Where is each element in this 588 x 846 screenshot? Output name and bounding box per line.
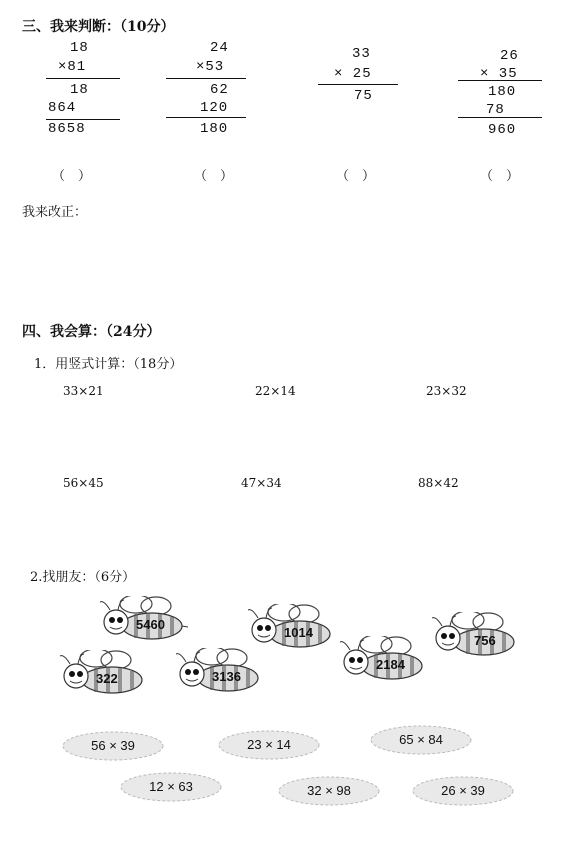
bee-value: 3136 — [212, 669, 241, 684]
expr-47x34: 47×34 — [241, 476, 282, 490]
multiplier: × 35 — [480, 66, 518, 82]
answer-paren[interactable]: （ ） — [52, 169, 92, 184]
rule-line — [318, 84, 398, 85]
rule-line — [166, 117, 246, 118]
part2-title: 2.找朋友：（6分） — [30, 570, 136, 585]
rule-line — [46, 119, 120, 120]
part1-title: 1．用竖式计算：（18分） — [34, 357, 183, 372]
bee-value: 1014 — [284, 625, 313, 640]
flower-expression: 23 × 14 — [247, 737, 291, 752]
flower-expression: 32 × 98 — [307, 783, 351, 798]
result: 960 — [488, 122, 517, 138]
partial-product-1: 62 — [210, 82, 229, 98]
partial-product-1: 18 — [70, 82, 89, 98]
multiplicand: 18 — [70, 40, 89, 56]
expr-56x45: 56×45 — [63, 476, 104, 490]
expr-33x21: 33×21 — [63, 384, 104, 398]
flower-expression: 56 × 39 — [91, 738, 135, 753]
partial-product-2: 120 — [200, 100, 229, 116]
flower-card[interactable] — [408, 773, 518, 809]
section4-title: 四、我会算：（24分） — [22, 324, 161, 340]
expr-22x14: 22×14 — [255, 384, 296, 398]
flower-card[interactable] — [274, 773, 384, 809]
partial-product-1: 180 — [488, 84, 517, 100]
multiplicand: 26 — [500, 48, 519, 64]
rule-line — [46, 78, 120, 79]
rule-line — [458, 80, 542, 81]
multiplier: ×53 — [196, 59, 225, 75]
rule-line — [458, 117, 542, 118]
result: 8658 — [48, 121, 86, 137]
flower-expression: 65 × 84 — [399, 732, 443, 747]
flower-expression: 26 × 39 — [441, 783, 485, 798]
partial-product-1: 75 — [354, 88, 373, 104]
answer-paren[interactable]: （ ） — [336, 169, 376, 184]
answer-paren[interactable]: （ ） — [480, 169, 520, 184]
correction-label: 我来改正： — [22, 205, 88, 220]
partial-product-2: 78 — [486, 102, 505, 118]
flower-card[interactable] — [58, 728, 168, 764]
expr-88x42: 88×42 — [418, 476, 459, 490]
multiplier: ×81 — [58, 59, 87, 75]
bee-card[interactable] — [172, 648, 264, 710]
bee-value: 756 — [474, 633, 496, 648]
bee-value: 2184 — [376, 657, 405, 672]
multiplicand: 24 — [210, 40, 229, 56]
bee-value: 5460 — [136, 617, 165, 632]
flower-card[interactable] — [366, 722, 476, 758]
multiplier: × 25 — [334, 66, 372, 82]
flower-card[interactable] — [214, 727, 324, 763]
flower-card[interactable] — [116, 769, 226, 805]
bee-card[interactable] — [56, 650, 148, 712]
bee-card[interactable] — [428, 612, 520, 674]
section3-title: 三、我来判断：（10分） — [22, 19, 175, 35]
multiplicand: 33 — [352, 46, 371, 62]
answer-paren[interactable]: （ ） — [194, 169, 234, 184]
rule-line — [166, 78, 246, 79]
bee-card[interactable] — [336, 636, 428, 698]
partial-product-2: 864 — [48, 100, 77, 116]
result: 180 — [200, 121, 229, 137]
bee-value: 322 — [96, 671, 118, 686]
flower-expression: 12 × 63 — [149, 779, 193, 794]
expr-23x32: 23×32 — [426, 384, 467, 398]
